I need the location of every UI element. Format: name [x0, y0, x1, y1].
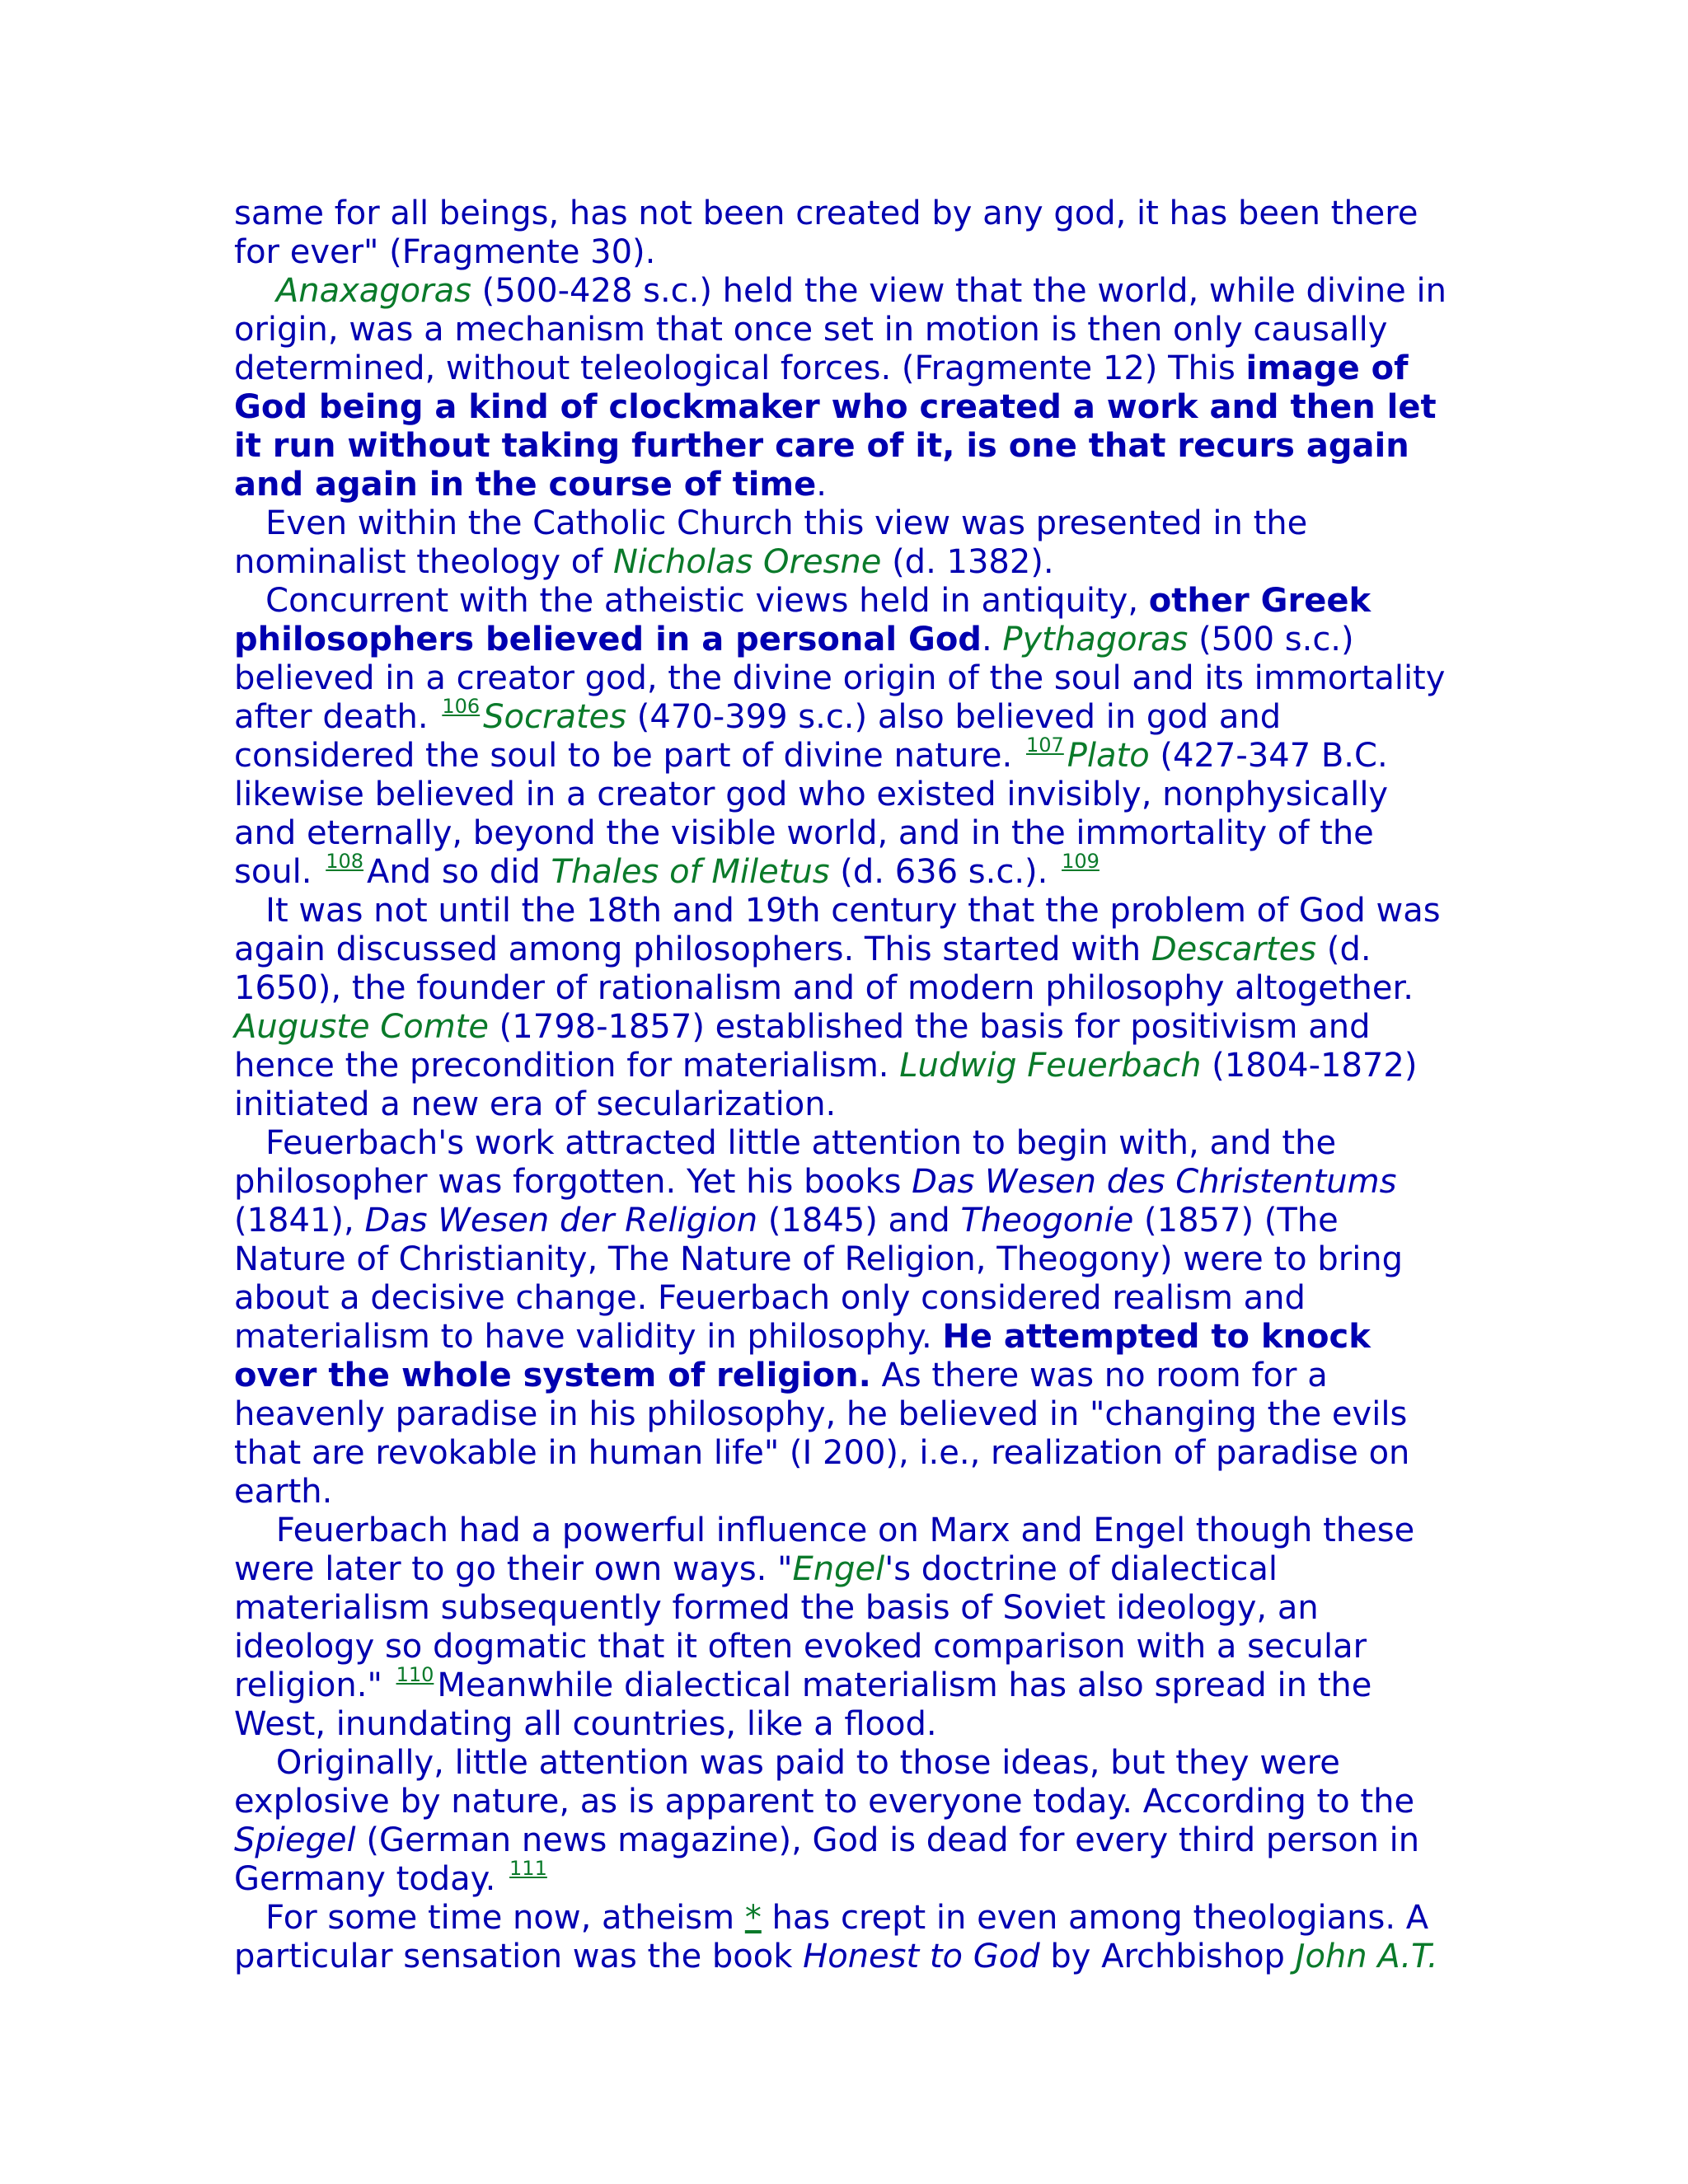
text-line — [234, 621, 1470, 659]
text-line — [234, 272, 1470, 311]
text-line — [234, 466, 1470, 504]
footnote-link[interactable]: 110 — [396, 1663, 434, 1686]
text-run: earth. — [234, 1473, 333, 1511]
document-page — [234, 194, 1470, 1976]
text-run: hence the precondition for materialism. — [234, 1047, 900, 1085]
text-run: (1857) (The — [1133, 1202, 1339, 1240]
text-run: (1845) and — [757, 1202, 961, 1240]
text-run: West, inundating all countries, like a flood. — [234, 1705, 937, 1743]
italic-title: Honest to God — [803, 1938, 1040, 1975]
text-run: considered the soul to be part of divine nature. — [234, 737, 1023, 775]
text-line — [234, 1821, 1470, 1860]
text-line — [234, 1705, 1470, 1744]
text-line — [234, 233, 1470, 272]
text-run: Feuerbach's work attracted little attention to begin with, and the — [234, 1124, 1337, 1162]
text-run: It was not until the 18th and 19th century that the problem of God was — [234, 892, 1441, 930]
text-line — [234, 969, 1470, 1008]
text-run: origin, was a mechanism that once set in motion is then only causally — [234, 311, 1388, 349]
text-line — [234, 1589, 1470, 1628]
text-run: Meanwhile dialectical materialism has also spread in the — [437, 1666, 1372, 1704]
text-run — [234, 272, 276, 310]
person-name: Descartes — [1151, 930, 1317, 968]
text-run: determined, without teleological forces. (Fragmente 12) This — [234, 349, 1246, 387]
text-line — [234, 388, 1470, 427]
text-run: ideology so dogmatic that it often evoked comparison with a secular — [234, 1628, 1367, 1666]
text-line — [234, 1857, 1470, 1899]
text-line — [234, 1318, 1470, 1357]
italic-title: Das Wesen der Religion — [364, 1202, 758, 1240]
text-line — [234, 1511, 1470, 1550]
text-line — [234, 1124, 1470, 1163]
text-line — [234, 349, 1470, 388]
text-run: materialism subsequently formed the basis of Soviet ideology, an — [234, 1589, 1319, 1627]
text-run: (500 s.c.) — [1188, 621, 1354, 658]
text-run: Feuerbach had a powerful influence on Marx and Engel though these — [234, 1511, 1415, 1549]
text-run: initiated a new era of secularization. — [234, 1085, 837, 1123]
text-run: Nature of Christianity, The Nature of Religion, Theogony) were to bring — [234, 1240, 1404, 1278]
text-run: likewise believed in a creator god who existed invisibly, nonphysically — [234, 776, 1389, 813]
text-run: religion." — [234, 1666, 393, 1704]
text-run: after death. — [234, 698, 439, 736]
footnote-link[interactable]: 107 — [1025, 733, 1064, 757]
person-name: Anaxagoras — [275, 272, 471, 310]
footnote-link[interactable]: 108 — [326, 850, 364, 873]
text-run: Even within the Catholic Church this view was presented in the — [234, 504, 1308, 542]
text-line — [234, 1744, 1470, 1783]
person-name: Socrates — [483, 698, 627, 736]
text-line — [234, 543, 1470, 582]
text-run: about a decisive change. Feuerbach only considered realism and — [234, 1279, 1306, 1317]
bold-emphasis: other Greek — [1148, 582, 1372, 620]
footnote-link[interactable]: 106 — [442, 695, 481, 718]
person-name: Auguste Comte — [234, 1008, 489, 1046]
text-line — [234, 1163, 1470, 1202]
text-run: (1798-1857) established the basis for positivism and — [488, 1008, 1371, 1046]
bold-emphasis: God being a kind of clockmaker who created a work and then let — [234, 388, 1437, 426]
text-run: (German news magazine), God is dead for every third person in — [355, 1821, 1420, 1859]
text-run: (427-347 B.C. — [1149, 737, 1388, 775]
italic-title: Theogonie — [960, 1202, 1134, 1240]
text-run: (d. 636 s.c.). — [829, 853, 1059, 891]
text-line — [234, 659, 1470, 698]
footnote-link[interactable]: 109 — [1062, 850, 1100, 873]
text-run: believed in a creator god, the divine origin of the soul and its immortality — [234, 659, 1446, 697]
bold-emphasis: over the whole system of religion. — [234, 1357, 871, 1394]
person-name: Plato — [1067, 737, 1150, 775]
text-run: Originally, little attention was paid to those ideas, but they were — [234, 1744, 1340, 1782]
text-run: Germany today. — [234, 1860, 507, 1898]
text-run: that are revokable in human life" (I 200), i.e., realization of paradise on — [234, 1434, 1410, 1472]
text-run: for ever" (Fragmente 30). — [234, 233, 656, 271]
text-line — [234, 427, 1470, 466]
text-line — [234, 733, 1470, 776]
text-line — [234, 776, 1470, 814]
text-run: (d. 1382). — [881, 543, 1054, 581]
text-line — [234, 194, 1470, 233]
person-name: Pythagoras — [1002, 621, 1189, 658]
text-line — [234, 930, 1470, 969]
text-line — [234, 814, 1470, 853]
text-run: (1804-1872) — [1201, 1047, 1418, 1085]
italic-title: Das Wesen des Christentums — [912, 1163, 1397, 1201]
text-line — [234, 1202, 1470, 1240]
text-line — [234, 1085, 1470, 1124]
text-run: (470-399 s.c.) also believed in god and — [626, 698, 1282, 736]
person-name: Nicholas Oresne — [612, 543, 882, 581]
text-line — [234, 311, 1470, 349]
text-run: As there was no room for a — [870, 1357, 1328, 1394]
text-run: explosive by nature, as is apparent to everyone today. According to the — [234, 1783, 1415, 1821]
person-name: Ludwig Feuerbach — [899, 1047, 1202, 1085]
person-name: John A.T. — [1295, 1938, 1438, 1975]
text-run: And so did — [367, 853, 551, 891]
text-run: For some time now, atheism — [234, 1899, 745, 1937]
text-run: (500-428 s.c.) held the view that the world, while divine in — [471, 272, 1447, 310]
text-line — [234, 1047, 1470, 1085]
text-line — [234, 1473, 1470, 1511]
footnote-link[interactable]: 111 — [509, 1857, 547, 1880]
text-line — [234, 1783, 1470, 1821]
text-run: philosopher was forgotten. Yet his books — [234, 1163, 912, 1201]
text-run: nominalist theology of — [234, 543, 613, 581]
bold-emphasis: and again in the course of time — [234, 466, 817, 504]
text-run: materialism to have validity in philosophy. — [234, 1318, 943, 1356]
bold-emphasis: it run without taking further care of it, is one that recurs again — [234, 427, 1409, 465]
text-run: heavenly paradise in his philosophy, he believed in "changing the evils — [234, 1395, 1408, 1433]
text-line — [234, 1628, 1470, 1666]
text-line — [234, 1550, 1470, 1589]
text-line — [234, 695, 1470, 737]
person-name: Engel — [792, 1550, 885, 1588]
text-line — [234, 1240, 1470, 1279]
text-run: by Archbishop — [1039, 1938, 1296, 1975]
text-run: soul. — [234, 853, 323, 891]
text-line — [234, 1434, 1470, 1473]
text-run: (d. — [1316, 930, 1372, 968]
text-run: again discussed among philosophers. This started with — [234, 930, 1151, 968]
annotation-link[interactable]: * — [744, 1899, 762, 1937]
text-line — [234, 504, 1470, 543]
text-line — [234, 1008, 1470, 1047]
text-run: . — [981, 621, 1003, 658]
text-line — [234, 850, 1470, 892]
person-name: Thales of Miletus — [551, 853, 830, 891]
text-line — [234, 1899, 1470, 1938]
italic-title: Spiegel — [234, 1821, 356, 1859]
text-line — [234, 892, 1470, 930]
text-run: 's doctrine of dialectical — [884, 1550, 1278, 1588]
text-run: Concurrent with the atheistic views held in antiquity, — [234, 582, 1149, 620]
bold-emphasis: philosophers believed in a personal God — [234, 621, 982, 658]
text-run: 1650), the founder of rationalism and of modern philosophy altogether. — [234, 969, 1414, 1007]
bold-emphasis: image of — [1245, 349, 1409, 387]
text-line — [234, 1279, 1470, 1318]
text-run: has crept in even among theologians. A — [761, 1899, 1429, 1937]
bold-emphasis: He attempted to knock — [942, 1318, 1371, 1356]
text-run: . — [816, 466, 827, 504]
text-run: and eternally, beyond the visible world, and in the immortality of the — [234, 814, 1374, 852]
text-line — [234, 1663, 1470, 1705]
text-run: same for all beings, has not been created by any god, it has been there — [234, 194, 1418, 232]
text-line — [234, 1938, 1470, 1976]
text-run: particular sensation was the book — [234, 1938, 804, 1975]
text-run: (1841), — [234, 1202, 365, 1240]
text-line — [234, 582, 1470, 621]
text-line — [234, 1395, 1470, 1434]
text-line — [234, 1357, 1470, 1395]
text-run: were later to go their own ways. " — [234, 1550, 793, 1588]
